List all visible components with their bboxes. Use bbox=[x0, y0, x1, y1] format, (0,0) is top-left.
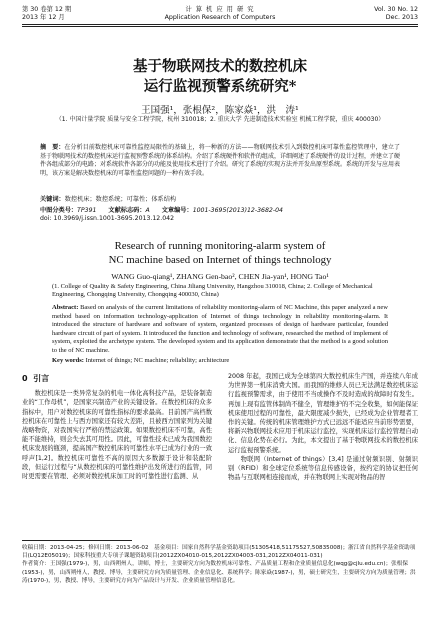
footnotes bbox=[22, 544, 418, 585]
keywords-en-text: Internet of things; NC machine; reliability; architecture bbox=[85, 357, 230, 364]
keywords-zh-text: 数控机床；数控系统；可靠性；体系结构 bbox=[64, 196, 177, 203]
header-rule-thick bbox=[22, 24, 418, 25]
title-zh-line1: 基于物联网技术的数控机床 bbox=[133, 58, 307, 75]
affiliation-en: (1. College of Quality & Safety Engineering, China Jiliang University, Hangzhou 310018, China; 2. College of Mechanical Engineering, Chongqing University, Chongqing 400030, China) bbox=[52, 283, 373, 299]
date-zh: 2013 年 12 月 bbox=[22, 14, 65, 21]
volume-issue-en: Vol. 30 No. 12 bbox=[374, 6, 418, 13]
section-title: 引言 bbox=[33, 374, 50, 383]
abstract-zh-text: 在分析目前数控机床可靠性监控局限性的基础上，将一种新的方法——物联网技术引入到数控机床可靠性监控管理中，建立了基于物联网技术的数控机床运行监视预警系统的体系结构。介绍了系统硬件和软件的组成，详细阐述了系统硬件的设计过程，并建立了硬件各组成部分的电路；对系统软件各部分的功能及使用技术进行了介绍。研究了系统的实现方法并开发出原型系统。系统的开发与应用表明，该方案是解决数控机床的可靠性监控问题的一种有效手段。 bbox=[40, 144, 401, 177]
footnote-rule bbox=[22, 540, 132, 541]
clc: 中图分类号：TP391 bbox=[40, 207, 97, 214]
abstract-en-label: Abstract: bbox=[52, 304, 79, 311]
journal-name-en: Application Research of Computers bbox=[164, 14, 276, 21]
abstract-zh bbox=[40, 144, 400, 178]
running-header bbox=[22, 6, 418, 36]
section-number: 0 bbox=[22, 374, 28, 383]
volume-issue-zh: 第 30 卷第 12 期 bbox=[22, 6, 72, 13]
keywords-en-label: Key words: bbox=[52, 357, 84, 364]
body-paragraph: 数控机床是一类异常复杂的机电一体化高科技产品，是装备制造业的“工作母机”，是国家兴制造产业的关键设备。在数控机床的众多指标中，用户对数控机床的可靠性指标的要求最高。目前国产高档数控机床在可靠性上与西方国家还有较大差距，且被西方国家列为关键战略物资，对我国实行严格的禁运政策。如果数控机床不可靠，高性能不能维持，则会失去其可用性。因此，可靠性技术已成为我国数控机床发展的瓶颈，提高国产数控机床的可靠性水平已成为行业的一致呼声[1,2]。数控机床可靠性不高的原因大多数源于设计和装配阶段，但运行过程与“从数控机床的可靠性维护出发所进行的监管，同时更需要在管理、必须对数控机床加工时的可靠性进行监测、从 bbox=[22, 390, 212, 481]
doi-line bbox=[40, 215, 400, 222]
section-heading-intro bbox=[22, 374, 212, 383]
title-en-line2: NC machine based on Internet of things technology bbox=[108, 254, 332, 266]
title-en-line1: Research of running monitoring-alarm system of bbox=[114, 240, 326, 252]
footnote-author-bio: 作者简介：王国强(1979-)，男，山西朔州人，讲师，博士，主要研究方向为数控机床可靠性、产品质量工程和企业质量信息化(wqg@cjlu.edu.cn)；张根保(1953-)，男，山西朔州人，教授、博导，主要研究方向为质量管理、企业信息化、系统科学；陈家焱(1987-)，男，硕士研究生，主要研究方向为质量管理；洪涛(1970-)，男，教授、博导，主要研究方向为产品设计与开发、企业质量管理信息化。 bbox=[22, 561, 416, 584]
classification-line bbox=[40, 205, 400, 214]
abstract-en bbox=[52, 304, 388, 356]
body-column-left bbox=[22, 374, 212, 481]
journal-name bbox=[22, 6, 418, 22]
doi-label: doi: bbox=[40, 215, 52, 222]
date-en: Dec. 2013 bbox=[385, 14, 418, 21]
header-rule-thin bbox=[22, 26, 418, 27]
footnote-received-funding: 收稿日期：2013-04-25；修回日期：2013-06-02 基金项目：国家自然科学基金资助项目(51305418,51175527,50835008)；浙江省自然科学基金资助项目(LQ12E05019)；国家科技重大专项子课题资助项目(2012ZX04010-015,2012ZX04003-031,2012ZX04011-031) bbox=[22, 545, 416, 560]
title-zh-line2: 运行监视预警系统研究* bbox=[143, 78, 297, 95]
body-paragraph: 2008 年起，我国已成为全球第四大数控机床生产国，并连续八年成为世界第一机床消费大国。而我国的维修人员已无法满足数控机床运行监视预警需求，由于使用不当或操作不及时造成的故障时有发生。再加上现有监管体制尚不健全，管理维护的不完全收集，如何能保证机床使用过程的可靠性，最大限度减少损失，已经成为企业管理者工作的关键。传统的机床管理维护方式已远远不能适应当前形势需要，将新兴物联网技术应用于机床运行监控，实现机床运行监控管理自动化、信息化势在必行。为此，本文提出了基于物联网技术的数控机床运行监视预警系统。 bbox=[228, 373, 418, 454]
affiliation-zh: （1. 中国计量学院 质量与安全工程学院，杭州 310018；2. 重庆大学 先进制造技术实验室 机械工程学院，重庆 400030） bbox=[55, 116, 385, 123]
doi-value: 10.3969/j.issn.1001-3695.2013.12.042 bbox=[53, 215, 175, 222]
body-paragraph: 物联网（Internet of things）[3,4] 是通过射频识别、射频识别（RFID）和全球定位系统等信息传感设备，按约定的协议把任何物品与互联网相连接而成，并在物联网上实现对物品的智 bbox=[228, 455, 418, 482]
authors-en: WANG Guo-qiang¹, ZHANG Gen-bao², CHEN Jia-yan¹, HONG Tao¹ bbox=[111, 272, 329, 281]
doc-code: 文献标志码：A bbox=[108, 207, 150, 214]
authors-zh: 王国强¹，张根保²，陈家焱¹，洪 涛¹ bbox=[141, 105, 299, 116]
keywords-zh bbox=[40, 194, 400, 203]
abstract-zh-label: 摘 要： bbox=[40, 144, 65, 151]
journal-name-zh: 计 算 机 应 用 研 究 bbox=[185, 6, 255, 13]
body-column-right bbox=[228, 372, 418, 482]
article-no: 文章编号：1001-3695(2013)12-3682-04 bbox=[161, 207, 283, 214]
abstract-en-text: Based on analysis of the current limitations of reliability monitoring-alarm of NC Machine, this paper analyzed a new method based on information technology-application of Internet of things technology in reliability monitoring-alarm. It introduced the structure of hardware and software of system, organized processes of design of hardware particular, founded hardware circuit of part of system. It introduced the function and technology of software, researched the method of implement of system, exploited the archetype system. The developed system and its application demonstrate that the method is a good solution to the of NC machine. bbox=[52, 304, 389, 354]
journal-volume-en bbox=[374, 6, 418, 22]
keywords-en bbox=[52, 357, 388, 364]
keywords-zh-label: 关键词： bbox=[40, 196, 65, 203]
